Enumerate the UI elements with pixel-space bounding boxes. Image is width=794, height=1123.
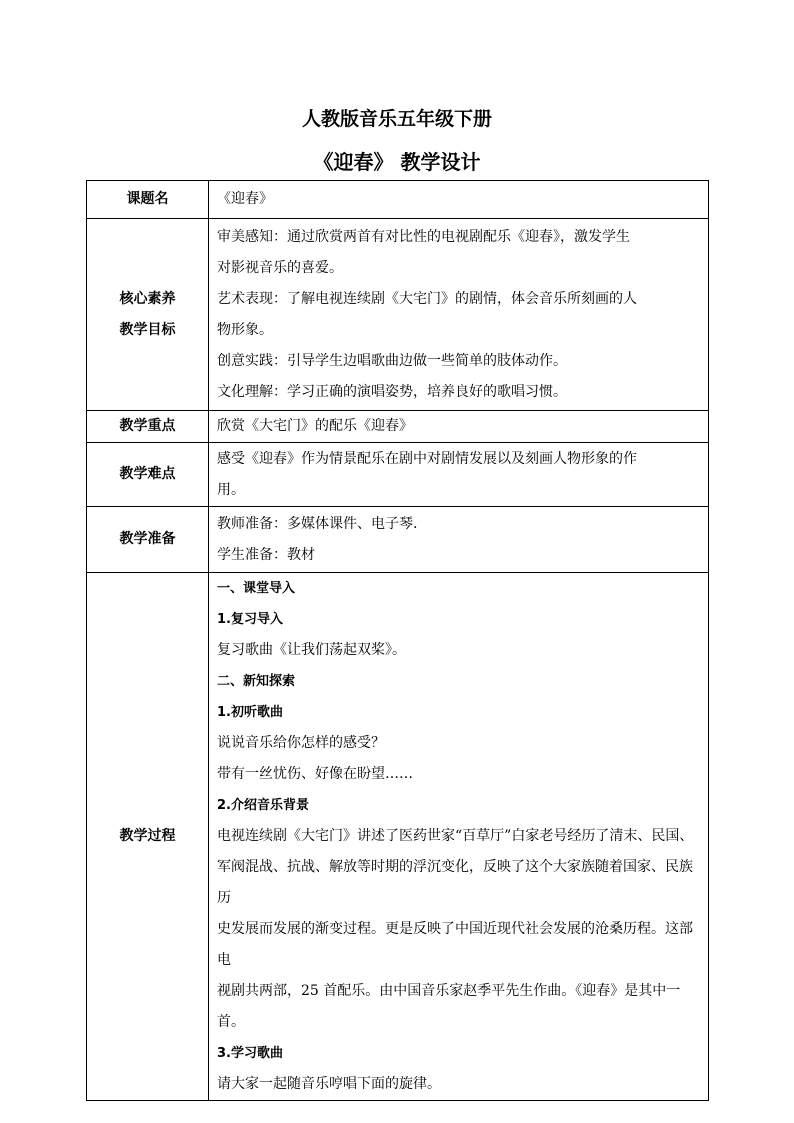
preparation-line: 学生准备：教材: [217, 546, 315, 563]
difficulty-content: [209, 443, 709, 507]
goals-label: [87, 219, 209, 411]
key-point-value: 欣赏《大宅门》的配乐《迎春》: [209, 411, 709, 443]
difficulty-line: 用。: [217, 481, 245, 498]
process-label: 教学过程: [87, 573, 209, 1101]
goals-line: 创意实践：引导学生边唱歌曲边做一些简单的肢体动作。: [217, 352, 567, 369]
table-row-goals: [87, 219, 709, 411]
document-subtitle: 《迎春》 教学设计: [313, 150, 481, 174]
goals-line: 物形象。: [217, 321, 273, 338]
process-subheading: 3.学习歌曲: [217, 1046, 283, 1061]
preparation-label: 教学准备: [87, 507, 209, 573]
table-row-key-point: [87, 411, 709, 443]
process-line: 史发展而发展的渐变过程。更是反映了中国近现代社会发展的沧桑历程。这部电: [217, 921, 693, 968]
goals-label-line1: 核心素养: [119, 290, 176, 307]
topic-label: 课题名: [87, 181, 209, 219]
topic-value: 《迎春》: [209, 181, 709, 219]
preparation-content: [209, 507, 709, 573]
process-line: 军阀混战、抗战、解放等时期的浮沉变化，反映了这个大家族随着国家、民族历: [217, 859, 693, 906]
process-section-heading: 一、课堂导入: [217, 581, 296, 596]
goals-line: 审美感知：通过欣赏两首有对比性的电视剧配乐《迎春》，激发学生: [217, 228, 630, 245]
process-content: [209, 573, 709, 1101]
process-line: 带有一丝忧伤、好像在盼望……: [217, 766, 413, 782]
table-row-topic: [87, 181, 709, 219]
process-line: 请大家一起随音乐哼唱下面的旋律。: [217, 1076, 441, 1092]
table-row-process: [87, 573, 709, 1101]
process-line: 复习歌曲《让我们荡起双桨》。: [217, 642, 406, 658]
goals-label-line2: 教学目标: [119, 321, 176, 338]
goals-line: 文化理解：学习正确的演唱姿势，培养良好的歌唱习惯。: [217, 383, 567, 400]
process-subheading: 1.复习导入: [217, 612, 283, 627]
process-line: 说说音乐给你怎样的感受？: [217, 735, 385, 751]
process-subheading: 1.初听歌曲: [217, 705, 283, 720]
goals-line: 对影视音乐的喜爱。: [217, 259, 343, 276]
difficulty-label: 教学难点: [87, 443, 209, 507]
process-line: 电视连续剧《大宅门》讲述了医药世家“百草厅”白家老号经历了清末、民国、: [217, 828, 694, 844]
process-section-heading: 二、新知探索: [217, 674, 296, 689]
process-line: 视剧共两部，25 首配乐。由中国音乐家赵季平先生作曲。《迎春》是其中一首。: [217, 983, 681, 1030]
table-row-preparation: [87, 507, 709, 573]
goals-content: [209, 219, 709, 411]
key-point-label: 教学重点: [87, 411, 209, 443]
difficulty-line: 感受《迎春》作为情景配乐在剧中对剧情发展以及刻画人物形象的作: [217, 450, 637, 467]
table-row-difficulty: [87, 443, 709, 507]
lesson-plan-table: [86, 180, 709, 1101]
document-title: 人教版音乐五年级下册: [301, 108, 492, 130]
preparation-line: 教师准备：多媒体课件、电子琴.: [217, 515, 418, 532]
goals-line: 艺术表现：了解电视连续剧《大宅门》的剧情，体会音乐所刻画的人: [217, 290, 637, 307]
process-subheading: 2.介绍音乐背景: [217, 798, 309, 813]
